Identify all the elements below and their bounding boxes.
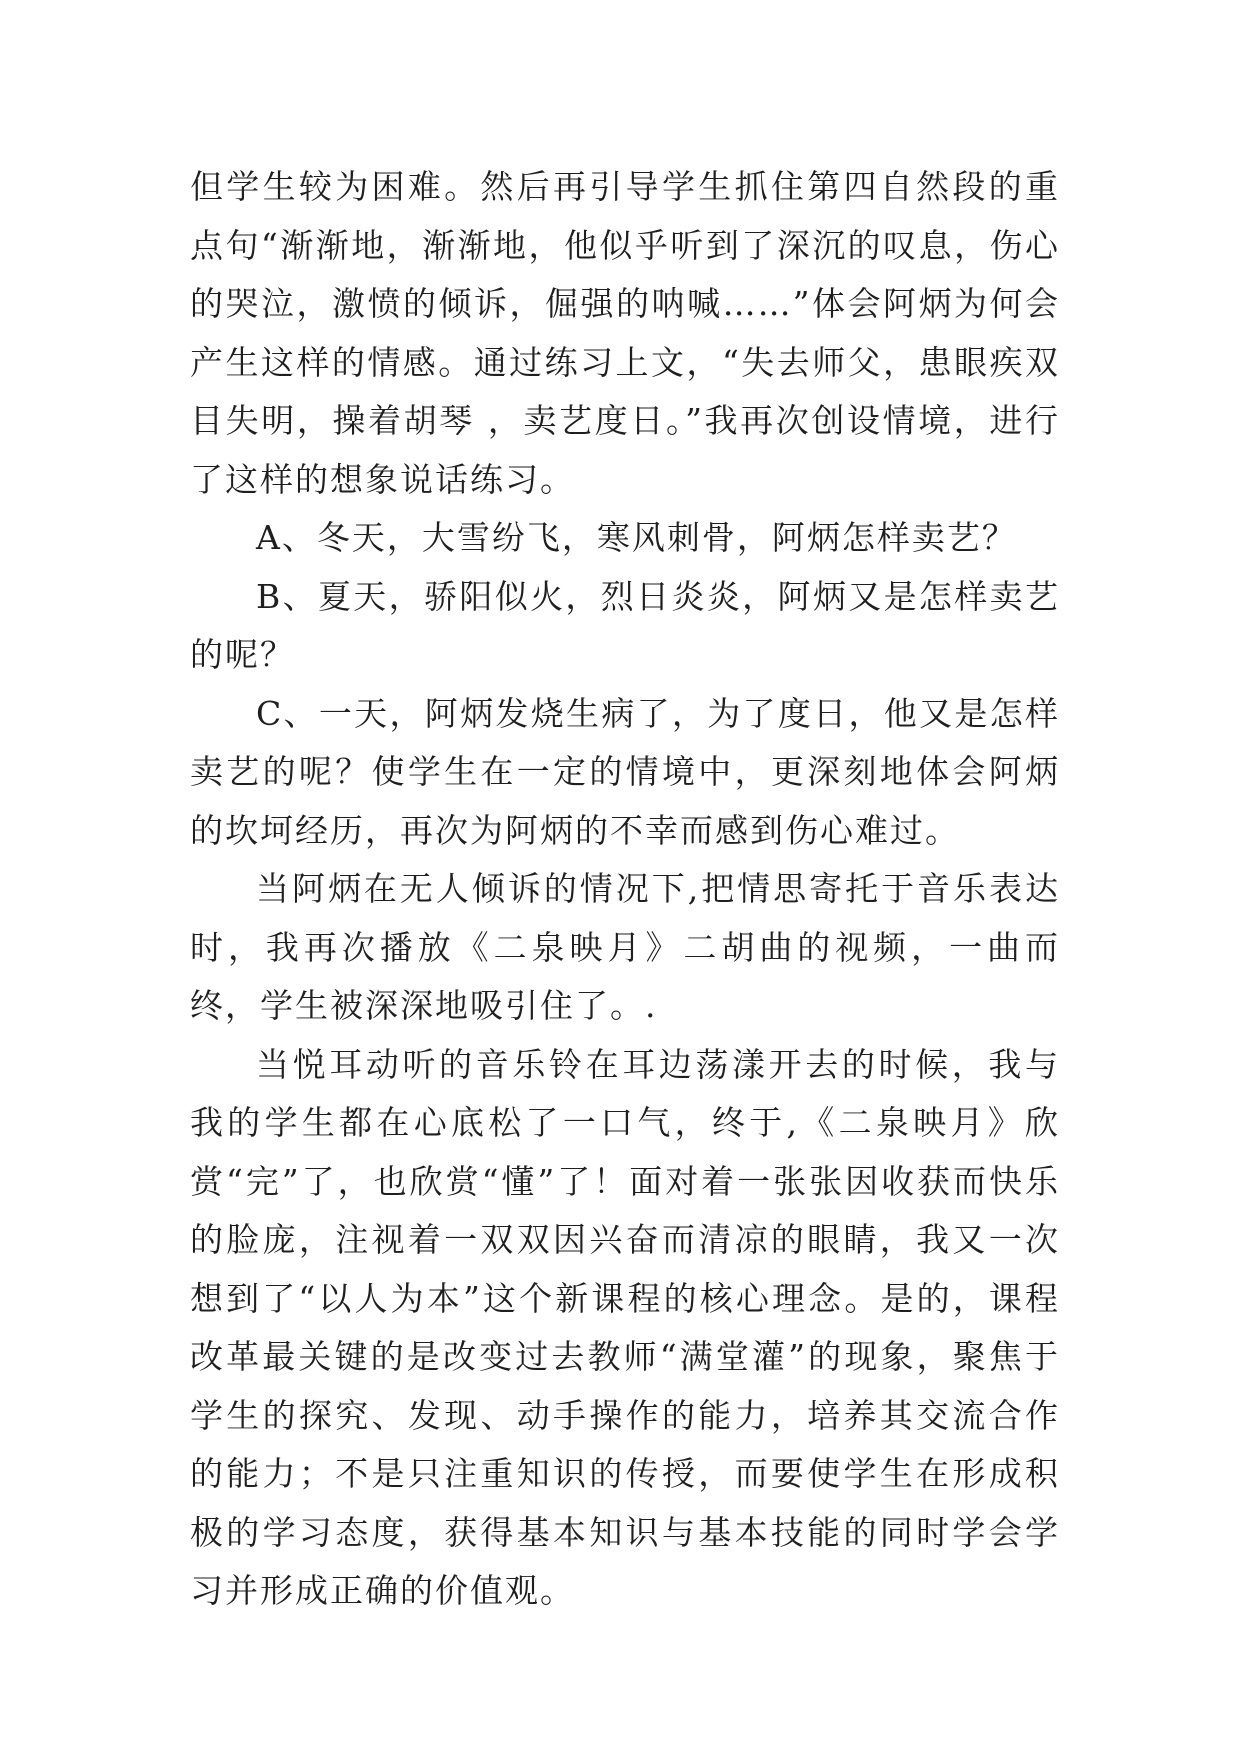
paragraph-option-b: B、夏天，骄阳似火，烈日炎炎，阿炳又是怎样卖艺的呢？ [190, 576, 1060, 674]
paragraph-option-a: A、冬天，大雪纷飞，寒风刺骨，阿炳怎样卖艺？ [256, 518, 1017, 557]
paragraph-reflection: 当悦耳动听的音乐铃在耳边荡漾开去的时候，我与我的学生都在心底松了一口气，终于,《二泉映月》欣赏“完”了，也欣赏“懂”了！面对着一张张因收获而快乐的脸庞，注视着一双双因兴奋而清凉的眼睛，我又一次想到了“以人为本”这个新课程的核心理念。是的，课程改革最关键的是改变过去教师“满堂灌”的现象，聚焦于学生的探究、发现、动手操作的能力，培养其交流合作的能力；不是只注重知识的传授，而要使学生在形成积极的学习态度，获得基本知识与基本技能的同时学会学习并形成正确的价值观。 [190, 1044, 1060, 1610]
paragraph-music-video: 当阿炳在无人倾诉的情况下,把情思寄托于音乐表达时，我再次播放《二泉映月》二胡曲的视频，一曲而终，学生被深深地吸引住了。. [190, 869, 1060, 1025]
paragraph-intro: 但学生较为困难。然后再引导学生抓住第四自然段的重点句“渐渐地，渐渐地，他似乎听到了深沉的叹息，伤心的哭泣，激愤的倾诉，倔强的呐喊……”体会阿炳为何会产生这样的情感。通过练习上文，“失去师父，患眼疾双目失明，操着胡琴 ，卖艺度日。”我再次创设情境，进行了这样的想象说话练习。 [190, 167, 1060, 499]
paragraph-option-c: C、一天，阿炳发烧生病了，为了度日，他又是怎样卖艺的呢？使学生在一定的情境中，更深刻地体会阿炳的坎坷经历，再次为阿炳的不幸而感到伤心难过。 [190, 693, 1060, 850]
document-body [190, 158, 1060, 1621]
